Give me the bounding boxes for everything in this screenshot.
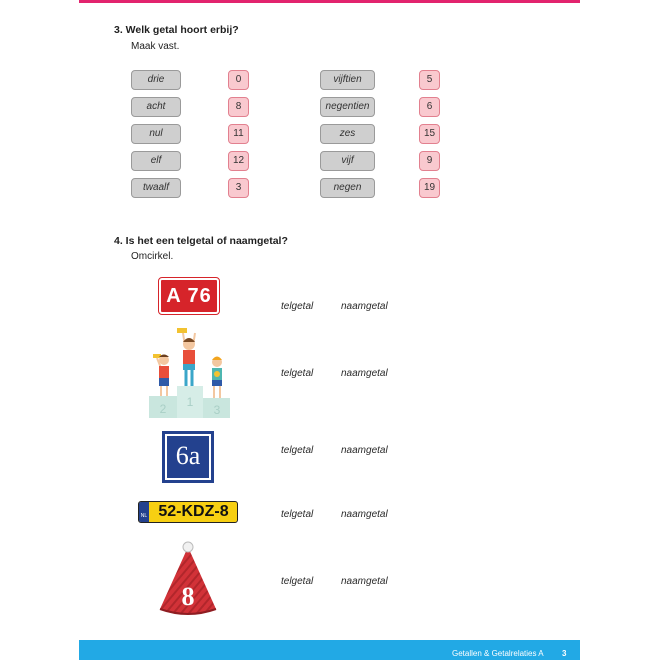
question-3-title: 3. Welk getal hoort erbij? [114,24,239,36]
house-number-sign-image [162,431,214,483]
podium-kids-image [137,324,233,420]
footer-title: Getallen & Getalrelaties A [452,649,544,658]
question-4-title: 4. Is het een telgetal of naamgetal? [114,235,288,247]
option-telgetal[interactable]: telgetal [281,509,314,520]
option-telgetal[interactable]: telgetal [281,368,314,379]
road-sign-text: A 76 [166,285,212,307]
number-card[interactable]: 6 [419,97,440,117]
party-hat-image [156,539,220,619]
number-card[interactable]: 0 [228,70,249,90]
option-naamgetal[interactable]: naamgetal [341,445,388,456]
word-card[interactable]: twaalf [131,178,181,198]
word-card[interactable]: zes [320,124,375,144]
number-card[interactable]: 8 [228,97,249,117]
question-3-instruction: Maak vast. [131,41,180,52]
word-card[interactable]: vijftien [320,70,375,90]
word-card[interactable]: drie [131,70,181,90]
option-naamgetal[interactable]: naamgetal [341,509,388,520]
license-plate-image [138,501,238,523]
option-naamgetal[interactable]: naamgetal [341,368,388,379]
option-telgetal[interactable]: telgetal [281,576,314,587]
number-card[interactable]: 12 [228,151,249,171]
top-accent-bar [79,0,580,3]
option-naamgetal[interactable]: naamgetal [341,301,388,312]
plate-country-code: NL [139,502,149,522]
podium-label-1: 1 [186,395,194,409]
option-telgetal[interactable]: telgetal [281,301,314,312]
number-card[interactable]: 3 [228,178,249,198]
word-card[interactable]: negentien [320,97,375,117]
house-number-text: 6a [165,434,211,480]
number-card[interactable]: 11 [228,124,249,144]
word-card[interactable]: vijf [320,151,375,171]
number-card[interactable]: 19 [419,178,440,198]
word-card[interactable]: nul [131,124,181,144]
question-4-instruction: Omcirkel. [131,251,174,262]
word-card[interactable]: elf [131,151,181,171]
number-card[interactable]: 5 [419,70,440,90]
number-card[interactable]: 9 [419,151,440,171]
word-card[interactable]: acht [131,97,181,117]
page-number: 3 [562,649,567,658]
number-card[interactable]: 15 [419,124,440,144]
word-card[interactable]: negen [320,178,375,198]
road-sign-image [159,278,219,314]
podium-label-2: 2 [159,402,167,416]
option-naamgetal[interactable]: naamgetal [341,576,388,587]
podium-label-3: 3 [213,403,221,417]
plate-text: 52-KDZ-8 [158,503,229,520]
hat-number-text: 8 [181,582,195,611]
option-telgetal[interactable]: telgetal [281,445,314,456]
